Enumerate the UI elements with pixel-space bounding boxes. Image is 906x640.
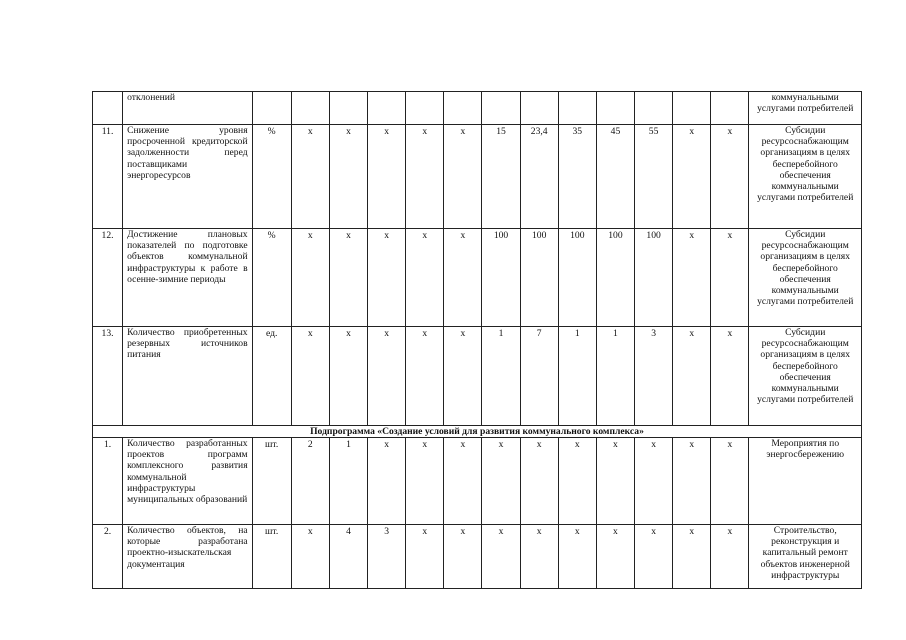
note-cell: Субсидии ресурсоснабжающим организациям в целях бесперебойного обеспечения коммунальными услугами потребителей <box>749 125 862 229</box>
note-cell: коммунальными услугами потребителей <box>749 92 862 125</box>
value-cell: x <box>673 229 711 327</box>
value-cell: x <box>444 327 482 426</box>
unit-cell: % <box>252 125 291 229</box>
value-cell: x <box>673 125 711 229</box>
value-cell: x <box>482 438 520 525</box>
value-cell: 45 <box>596 125 634 229</box>
value-cell: 100 <box>558 229 596 327</box>
value-cell <box>558 92 596 125</box>
value-cell: 35 <box>558 125 596 229</box>
value-cell: 55 <box>635 125 673 229</box>
value-cell: 100 <box>520 229 558 327</box>
value-cell: x <box>673 438 711 525</box>
value-cell: x <box>596 438 634 525</box>
indicator-name: Количество приобретенных резервных источников питания <box>123 327 253 426</box>
unit-cell: шт. <box>252 525 291 589</box>
value-cell: x <box>291 327 329 426</box>
value-cell: x <box>635 438 673 525</box>
value-cell: x <box>558 438 596 525</box>
value-cell: x <box>444 125 482 229</box>
value-cell <box>368 92 406 125</box>
value-cell: x <box>673 525 711 589</box>
value-cell: x <box>406 438 444 525</box>
value-cell <box>482 92 520 125</box>
value-cell <box>635 92 673 125</box>
row-number: 1. <box>93 438 123 525</box>
value-cell: 1 <box>482 327 520 426</box>
value-cell: x <box>673 327 711 426</box>
value-cell: 100 <box>635 229 673 327</box>
value-cell: x <box>368 327 406 426</box>
note-cell: Строительство, реконструкция и капитальный ремонт объектов инженерной инфраструктуры <box>749 525 862 589</box>
value-cell: 4 <box>329 525 367 589</box>
value-cell: 1 <box>329 438 367 525</box>
subprogram-title: Подпрограмма «Создание условий для развития коммунального комплекса» <box>93 426 862 438</box>
indicator-name: Снижение уровня просроченной кредиторской задолженности перед поставщиками энергоресурсов <box>123 125 253 229</box>
value-cell: x <box>558 525 596 589</box>
value-cell: x <box>406 125 444 229</box>
value-cell: x <box>444 229 482 327</box>
value-cell: x <box>444 438 482 525</box>
value-cell: 2 <box>291 438 329 525</box>
value-cell: x <box>635 525 673 589</box>
value-cell: 100 <box>482 229 520 327</box>
value-cell: x <box>406 525 444 589</box>
value-cell: 23,4 <box>520 125 558 229</box>
value-cell: x <box>329 125 367 229</box>
value-cell <box>291 92 329 125</box>
note-cell: Мероприятия по энергосбережению <box>749 438 862 525</box>
value-cell: x <box>596 525 634 589</box>
value-cell: x <box>711 125 749 229</box>
row-number: 2. <box>93 525 123 589</box>
table-row <box>93 229 862 327</box>
table-row <box>93 438 862 525</box>
value-cell <box>406 92 444 125</box>
value-cell <box>711 92 749 125</box>
table-row <box>93 525 862 589</box>
note-cell: Субсидии ресурсоснабжающим организациям в целях бесперебойного обеспечения коммунальными услугами потребителей <box>749 327 862 426</box>
value-cell: x <box>520 525 558 589</box>
value-cell <box>673 92 711 125</box>
value-cell: 1 <box>558 327 596 426</box>
table-row <box>93 125 862 229</box>
indicator-name: отклонений <box>123 92 253 125</box>
value-cell: 15 <box>482 125 520 229</box>
value-cell: x <box>444 525 482 589</box>
unit-cell: ед. <box>252 327 291 426</box>
unit-cell <box>252 92 291 125</box>
value-cell: x <box>368 438 406 525</box>
value-cell: x <box>406 327 444 426</box>
value-cell <box>596 92 634 125</box>
value-cell: 100 <box>596 229 634 327</box>
value-cell: x <box>482 525 520 589</box>
indicators-table <box>92 91 862 589</box>
value-cell <box>520 92 558 125</box>
value-cell: x <box>291 229 329 327</box>
indicator-name: Достижение плановых показателей по подготовке объектов коммунальной инфраструктуры к работе в осенне-зимние периоды <box>123 229 253 327</box>
table-row <box>93 92 862 125</box>
indicator-name: Количество объектов, на которые разработана проектно-изыскательская документация <box>123 525 253 589</box>
table-row <box>93 327 862 426</box>
value-cell: 7 <box>520 327 558 426</box>
row-number <box>93 92 123 125</box>
indicator-name: Количество разработанных проектов программ комплексного развития коммунальной инфраструктуры муниципальных образований <box>123 438 253 525</box>
value-cell: x <box>711 438 749 525</box>
unit-cell: % <box>252 229 291 327</box>
row-number: 13. <box>93 327 123 426</box>
note-cell: Субсидии ресурсоснабжающим организациям в целях бесперебойного обеспечения коммунальными услугами потребителей <box>749 229 862 327</box>
value-cell: 3 <box>635 327 673 426</box>
subprogram-header-row <box>93 426 862 438</box>
value-cell: x <box>711 327 749 426</box>
value-cell: x <box>368 229 406 327</box>
value-cell: x <box>291 125 329 229</box>
value-cell: x <box>329 229 367 327</box>
row-number: 12. <box>93 229 123 327</box>
document-page <box>92 91 862 589</box>
value-cell: x <box>368 125 406 229</box>
value-cell: x <box>406 229 444 327</box>
value-cell <box>444 92 482 125</box>
value-cell: x <box>711 229 749 327</box>
value-cell <box>329 92 367 125</box>
value-cell: x <box>520 438 558 525</box>
value-cell: 1 <box>596 327 634 426</box>
row-number: 11. <box>93 125 123 229</box>
value-cell: x <box>711 525 749 589</box>
value-cell: x <box>291 525 329 589</box>
unit-cell: шт. <box>252 438 291 525</box>
value-cell: x <box>329 327 367 426</box>
value-cell: 3 <box>368 525 406 589</box>
